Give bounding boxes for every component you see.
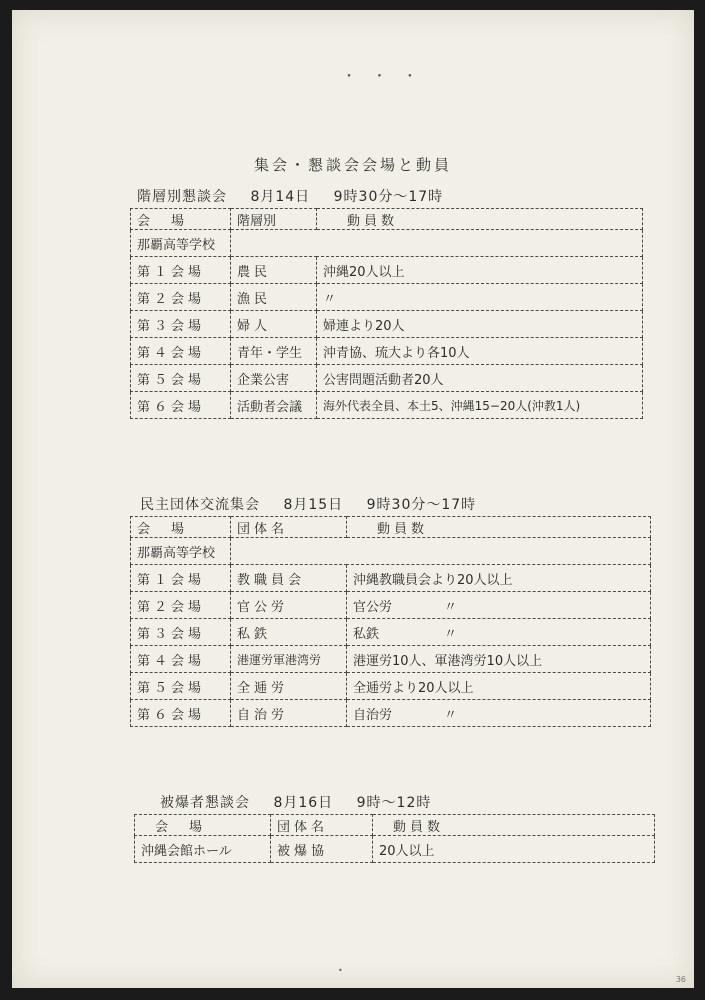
venue-row (131, 230, 643, 257)
venue-name: 那覇高等学校 (131, 230, 231, 257)
hall-cell: 第３会場 (131, 311, 231, 338)
mobilization-cell: 20人以上 (373, 836, 655, 863)
section-1-time: 9時30分～17時 (333, 189, 444, 205)
mobilization-cell: 官公労 〃 (347, 592, 651, 619)
table-row (135, 836, 655, 863)
section-3-table (134, 814, 655, 863)
hall-cell: 第５会場 (131, 673, 231, 700)
mobilization-cell: 私鉄 〃 (347, 619, 651, 646)
organization-cell: 官公労 (231, 592, 347, 619)
category-cell: 青年・学生 (231, 338, 317, 365)
section-3-date: 8月16日 (273, 795, 334, 811)
page-number: 36 (675, 975, 686, 984)
hall-cell: 第５会場 (131, 365, 231, 392)
hall-cell: 第６会場 (131, 392, 231, 419)
section-2-name: 民主団体交流集会 (140, 497, 260, 513)
category-cell: 農民 (231, 257, 317, 284)
table-row (131, 338, 643, 365)
mobilization-cell: 沖縄教職員会より20人以上 (347, 565, 651, 592)
category-cell: 活動者会議 (231, 392, 317, 419)
venue-row (131, 538, 651, 565)
mobilization-cell: 公害問題活動者20人 (317, 365, 643, 392)
hall-cell: 第４会場 (131, 646, 231, 673)
section-1-name: 階層別懇談会 (137, 189, 227, 205)
hall-cell: 第６会場 (131, 700, 231, 727)
section-2-date: 8月15日 (283, 497, 344, 513)
header-mobilization: 動員数 (347, 517, 651, 538)
table-row (131, 565, 651, 592)
table-row (131, 619, 651, 646)
table-row (131, 365, 643, 392)
section-2-table (130, 516, 651, 727)
mobilization-cell: 沖縄20人以上 (317, 257, 643, 284)
section-2-time: 9時30分～17時 (366, 497, 477, 513)
header-organization: 団体名 (271, 815, 373, 836)
mobilization-cell: 〃 (317, 284, 643, 311)
document-title: 集会・懇談会会場と動員 (253, 156, 452, 174)
table-row (131, 284, 643, 311)
section-2-heading (140, 494, 494, 514)
category-cell: 企業公害 (231, 365, 317, 392)
table-row (131, 592, 651, 619)
header-venue: 会 場 (131, 209, 231, 230)
header-venue: 会 場 (135, 815, 271, 836)
mobilization-cell: 婦連より20人 (317, 311, 643, 338)
header-mobilization: 動員数 (317, 209, 643, 230)
organization-cell: 港運労軍港湾労 (231, 646, 347, 673)
mobilization-cell: 海外代表全員、本土5、沖縄15−20人(沖教1人) (317, 392, 643, 419)
hall-cell: 第２会場 (131, 592, 231, 619)
header-venue: 会 場 (131, 517, 231, 538)
organization-cell: 私鉄 (231, 619, 347, 646)
mobilization-cell: 港運労10人、軍港湾労10人以上 (347, 646, 651, 673)
document-page (12, 10, 694, 988)
section-3-time: 9時～12時 (356, 795, 432, 811)
organization-cell: 全逓労 (231, 673, 347, 700)
table-header-row (131, 517, 651, 538)
section-1-table (130, 208, 643, 419)
mobilization-cell: 沖青協、琉大より各10人 (317, 338, 643, 365)
hall-cell: 第３会場 (131, 619, 231, 646)
section-1-heading (137, 186, 461, 206)
mobilization-cell: 自治労 〃 (347, 700, 651, 727)
hall-cell: 第２会場 (131, 284, 231, 311)
hall-cell: 第１会場 (131, 257, 231, 284)
table-row (131, 392, 643, 419)
hall-cell: 沖縄会館ホール (135, 836, 271, 863)
punch-marks: ・ ・ ・ (342, 69, 423, 85)
mobilization-cell: 全逓労より20人以上 (347, 673, 651, 700)
hall-cell: 第１会場 (131, 565, 231, 592)
organization-cell: 教職員会 (231, 565, 347, 592)
category-cell: 婦人 (231, 311, 317, 338)
header-category: 階層別 (231, 209, 317, 230)
table-row (131, 646, 651, 673)
hall-cell: 第４会場 (131, 338, 231, 365)
table-row (131, 311, 643, 338)
organization-cell: 被爆協 (271, 836, 373, 863)
table-header-row (131, 209, 643, 230)
table-row (131, 257, 643, 284)
ink-dot: • (338, 966, 343, 975)
header-mobilization: 動員数 (373, 815, 655, 836)
section-1-date: 8月14日 (250, 189, 311, 205)
table-row (131, 700, 651, 727)
table-row (131, 673, 651, 700)
table-header-row (135, 815, 655, 836)
header-organization: 団体名 (231, 517, 347, 538)
section-3-heading (160, 792, 449, 812)
category-cell: 漁民 (231, 284, 317, 311)
section-3-name: 被爆者懇談会 (160, 795, 250, 811)
venue-name: 那覇高等学校 (131, 538, 231, 565)
organization-cell: 自治労 (231, 700, 347, 727)
